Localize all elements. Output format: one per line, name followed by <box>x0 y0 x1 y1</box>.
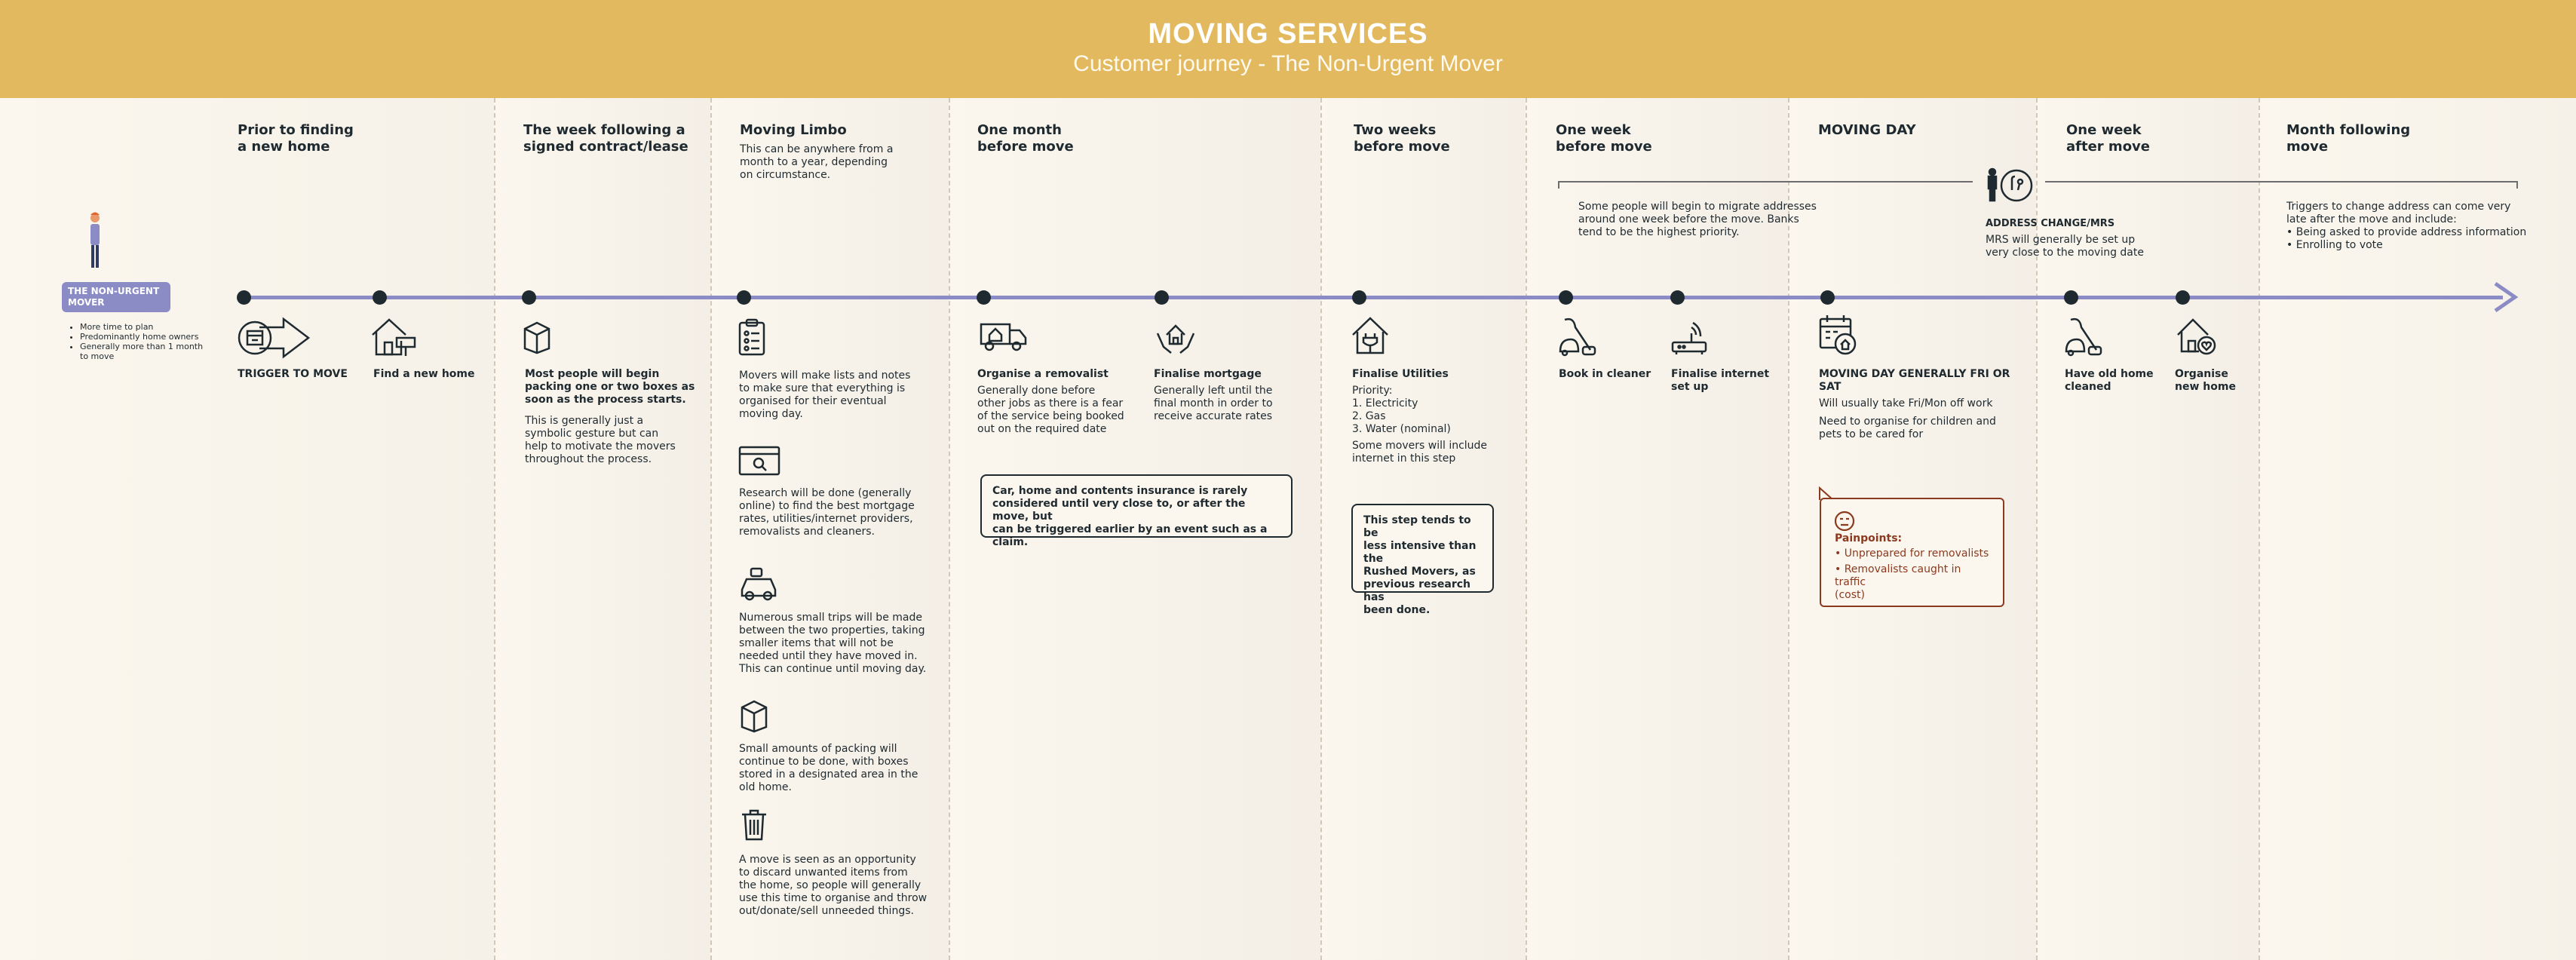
timeline-dot <box>1559 290 1573 305</box>
persona-trait: • Predominantly home owners <box>80 332 220 342</box>
step-label: TRIGGER TO MOVE <box>238 368 348 380</box>
router-icon <box>1670 320 1708 356</box>
step-label: Book in cleaner <box>1559 368 1651 380</box>
step-text: Need to organise for children and pets to be cared for <box>1819 416 1996 440</box>
truck-icon <box>979 321 1029 353</box>
address-change-title: ADDRESS CHANGE/MRS <box>1986 218 2115 229</box>
phase-title: One week after move <box>2066 122 2150 155</box>
phase-subtitle: This can be anywhere from a month to a year, depending on circumstance. <box>740 143 894 181</box>
phase-title: Month following move <box>2286 122 2411 155</box>
step-label: Finalise internet set up <box>1671 368 1770 393</box>
vacuum-icon <box>2063 317 2102 357</box>
step-text: This is generally just a symbolic gesture but can help to motivate the movers throughout the process. <box>525 415 676 465</box>
step-label: Find a new home <box>373 368 475 380</box>
phase-title: MOVING DAY <box>1818 122 1916 138</box>
divider <box>2259 98 2260 960</box>
person-location-icon <box>1985 167 2033 204</box>
timeline-dot <box>522 290 536 305</box>
step-label: Organise a removalist <box>977 368 1109 380</box>
person-icon <box>84 211 106 271</box>
painpoints-title: Painpoints: <box>1835 532 1903 544</box>
timeline-dot <box>2064 290 2078 305</box>
painpoint-item: • Unprepared for removalists <box>1835 547 1989 560</box>
page-subtitle: Customer journey - The Non-Urgent Mover <box>1073 51 1503 76</box>
trash-icon <box>741 808 768 842</box>
timeline-dot <box>977 290 991 305</box>
divider <box>1320 98 1322 960</box>
trigger-arrow-icon <box>237 317 312 359</box>
persona-trait: • More time to plan <box>80 322 220 332</box>
step-text: Generally done before other jobs as there is a fear of the service being booked out on the required date <box>977 385 1124 435</box>
step-text: Generally left until the final month in order to receive accurate rates <box>1154 385 1273 422</box>
painpoint-item: • Removalists caught in traffic (cost) <box>1835 563 1961 601</box>
vacuum-icon <box>1557 317 1596 357</box>
address-change-text: MRS will generally be set up very close to the moving date <box>1986 234 2144 259</box>
step-label: Finalise Utilities <box>1352 368 1449 380</box>
timeline-dot <box>1820 290 1835 305</box>
clipboard-icon <box>738 318 766 356</box>
step-text: Movers will make lists and notes to make sure that everything is organised for their eventual moving day. <box>739 370 911 420</box>
persona-badge: THE NON-URGENT MOVER <box>62 282 170 312</box>
address-bracket-right <box>2045 181 2518 189</box>
persona-traits <box>69 322 220 361</box>
step-label: Have old home cleaned <box>2065 368 2154 393</box>
band-phase-1 <box>0 98 494 960</box>
car-loaded-icon <box>739 566 778 602</box>
box-icon <box>522 320 552 354</box>
divider <box>494 98 495 960</box>
step-text: Small amounts of packing will continue to be done, with boxes stored in a designated area in the old home. <box>739 743 918 793</box>
browser-search-icon <box>738 445 781 477</box>
calendar-house-icon <box>1818 314 1857 356</box>
step-text: Will usually take Fri/Mon off work <box>1819 397 1993 409</box>
timeline-dot <box>237 290 251 305</box>
phase-title: Moving Limbo <box>740 122 847 138</box>
arrow-head-icon <box>2492 281 2519 314</box>
step-text: Some movers will include internet in this step <box>1352 440 1488 465</box>
phase-title: One week before move <box>1556 122 1652 155</box>
phase-title: Two weeks before move <box>1354 122 1450 155</box>
step-text: Research will be done (generally online) to find the best mortgage rates, utilities/internet providers, removalists and cleaners. <box>739 487 915 538</box>
timeline-dot <box>1670 290 1685 305</box>
neutral-face-icon <box>1833 510 1856 532</box>
persona-trait: • Generally more than 1 month to move <box>80 342 208 361</box>
step-text: Some people will begin to migrate addresses around one week before the move. Banks tend to be the highest priority. <box>1578 201 1817 238</box>
timeline-dot <box>373 290 387 305</box>
plug-house-icon <box>1350 315 1391 356</box>
step-label: MOVING DAY GENERALLY FRI OR SAT <box>1819 368 2010 393</box>
rushed-note-box: This step tends to be less intensive than the Rushed Movers, as previous research has been done. <box>1351 504 1494 593</box>
house-sale-icon <box>370 317 418 357</box>
painpoints-box <box>1820 498 2004 607</box>
timeline-dot <box>1155 290 1169 305</box>
step-text: Priority: 1. Electricity 2. Gas 3. Water (nominal) <box>1352 385 1451 435</box>
timeline-dot <box>737 290 751 305</box>
divider <box>949 98 950 960</box>
hands-house-icon <box>1155 318 1197 356</box>
insurance-note-box: Car, home and contents insurance is rarely considered until very close to, or after the move, but can be triggered earlier by an event such as a claim. <box>980 474 1293 538</box>
timeline-line <box>243 296 2503 299</box>
house-heart-icon <box>2175 317 2217 356</box>
step-text: Triggers to change address can come very late after the move and include: • Being asked to provide address information • Enrolling to vote <box>2286 201 2527 251</box>
header-banner <box>0 0 2576 98</box>
step-text: Numerous small trips will be made between the two properties, taking smaller items that will not be needed until they have moved in. This can continue until moving day. <box>739 612 927 675</box>
box-icon <box>739 698 769 733</box>
timeline-dot <box>2176 290 2190 305</box>
step-label: Organise new home <box>2175 368 2236 393</box>
band-phase-2 <box>494 98 710 960</box>
phase-title: One month before move <box>977 122 1074 155</box>
address-bracket-left <box>1558 181 1973 189</box>
step-label: Finalise mortgage <box>1154 368 1262 380</box>
phase-title: Prior to finding a new home <box>238 122 354 155</box>
divider <box>710 98 712 960</box>
phase-title: The week following a signed contract/lease <box>523 122 688 155</box>
page-title: MOVING SERVICES <box>1148 18 1428 50</box>
divider <box>1526 98 1527 960</box>
timeline-dot <box>1352 290 1366 305</box>
step-text: Most people will begin packing one or two boxes as soon as the process starts. <box>525 368 695 406</box>
step-text: A move is seen as an opportunity to discard unwanted items from the home, so people will generally use this time to organise and throw out/donate/sell unneeded things. <box>739 854 928 917</box>
